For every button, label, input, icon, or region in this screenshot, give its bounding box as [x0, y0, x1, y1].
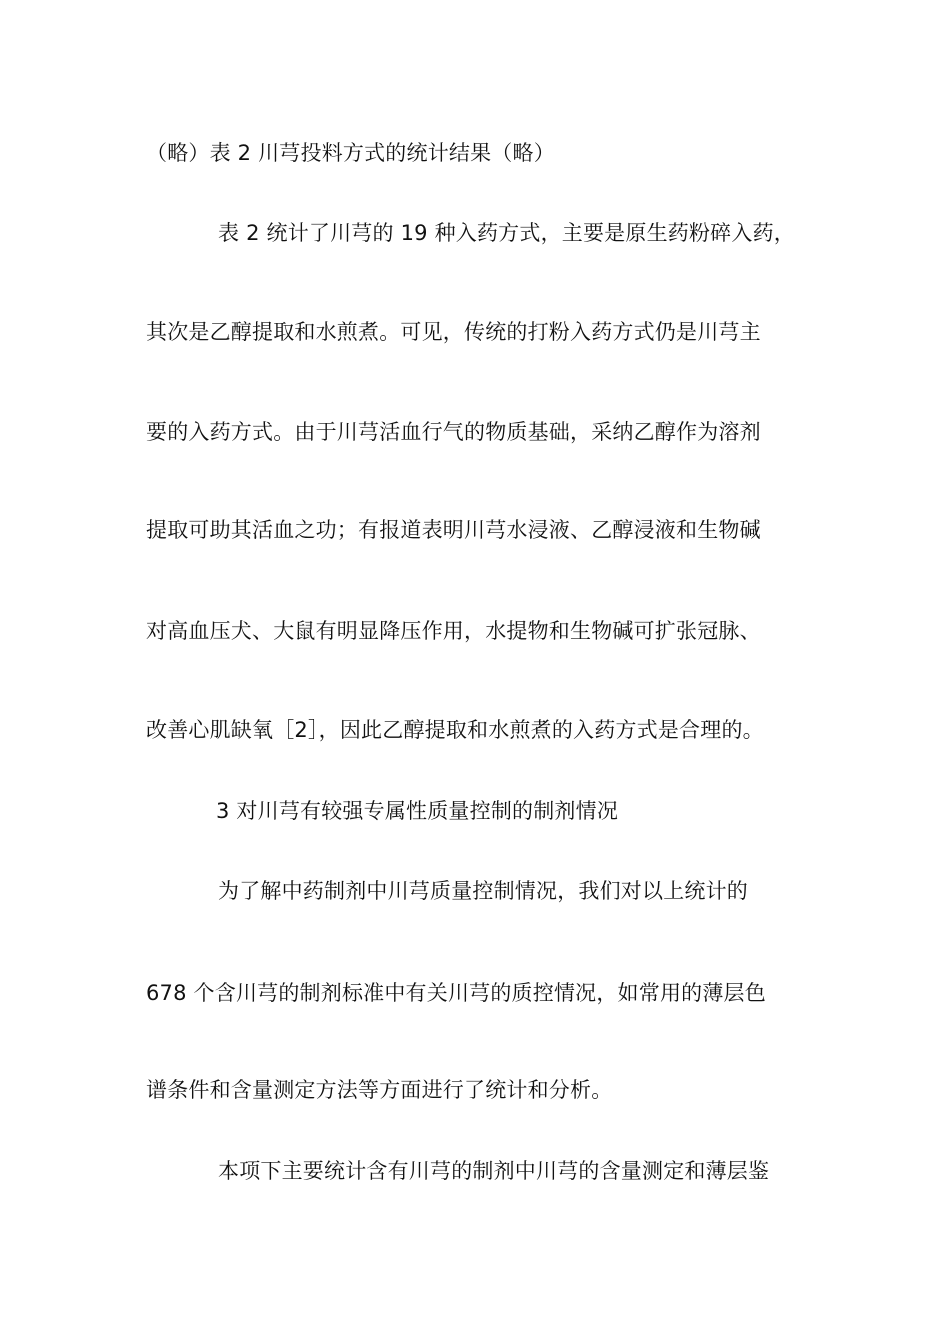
paragraph-1-line-6: 改善心肌缺氧［2］，因此乙醇提取和水煎煮的入药方式是合理的。	[146, 718, 764, 742]
paragraph-1-line-1: 表 2 统计了川芎的 19 种入药方式，主要是原生药粉碎入药，	[218, 221, 795, 245]
section-3-heading: 3 对川芎有较强专属性质量控制的制剂情况	[216, 799, 619, 823]
paragraph-1-line-3: 要的入药方式。由于川芎活血行气的物质基础，采纳乙醇作为溶剂	[146, 420, 761, 444]
paragraph-2-line-1: 为了解中药制剂中川芎质量控制情况，我们对以上统计的	[218, 879, 748, 903]
paragraph-1-line-5: 对高血压犬、大鼠有明显降压作用，水提物和生物碱可扩张冠脉、	[146, 619, 761, 643]
paragraph-1-line-2: 其次是乙醇提取和水煎煮。可见，传统的打粉入药方式仍是川芎主	[146, 320, 761, 344]
paragraph-1-line-4: 提取可助其活血之功；有报道表明川芎水浸液、乙醇浸液和生物碱	[146, 518, 761, 542]
table-caption: （略）表 2 川芎投料方式的统计结果（略）	[146, 141, 555, 165]
paragraph-3-line-1: 本项下主要统计含有川芎的制剂中川芎的含量测定和薄层鉴	[218, 1159, 770, 1183]
paragraph-2-line-2: 678 个含川芎的制剂标准中有关川芎的质控情况，如常用的薄层色	[146, 981, 766, 1005]
paragraph-2-line-3: 谱条件和含量测定方法等方面进行了统计和分析。	[146, 1078, 613, 1102]
